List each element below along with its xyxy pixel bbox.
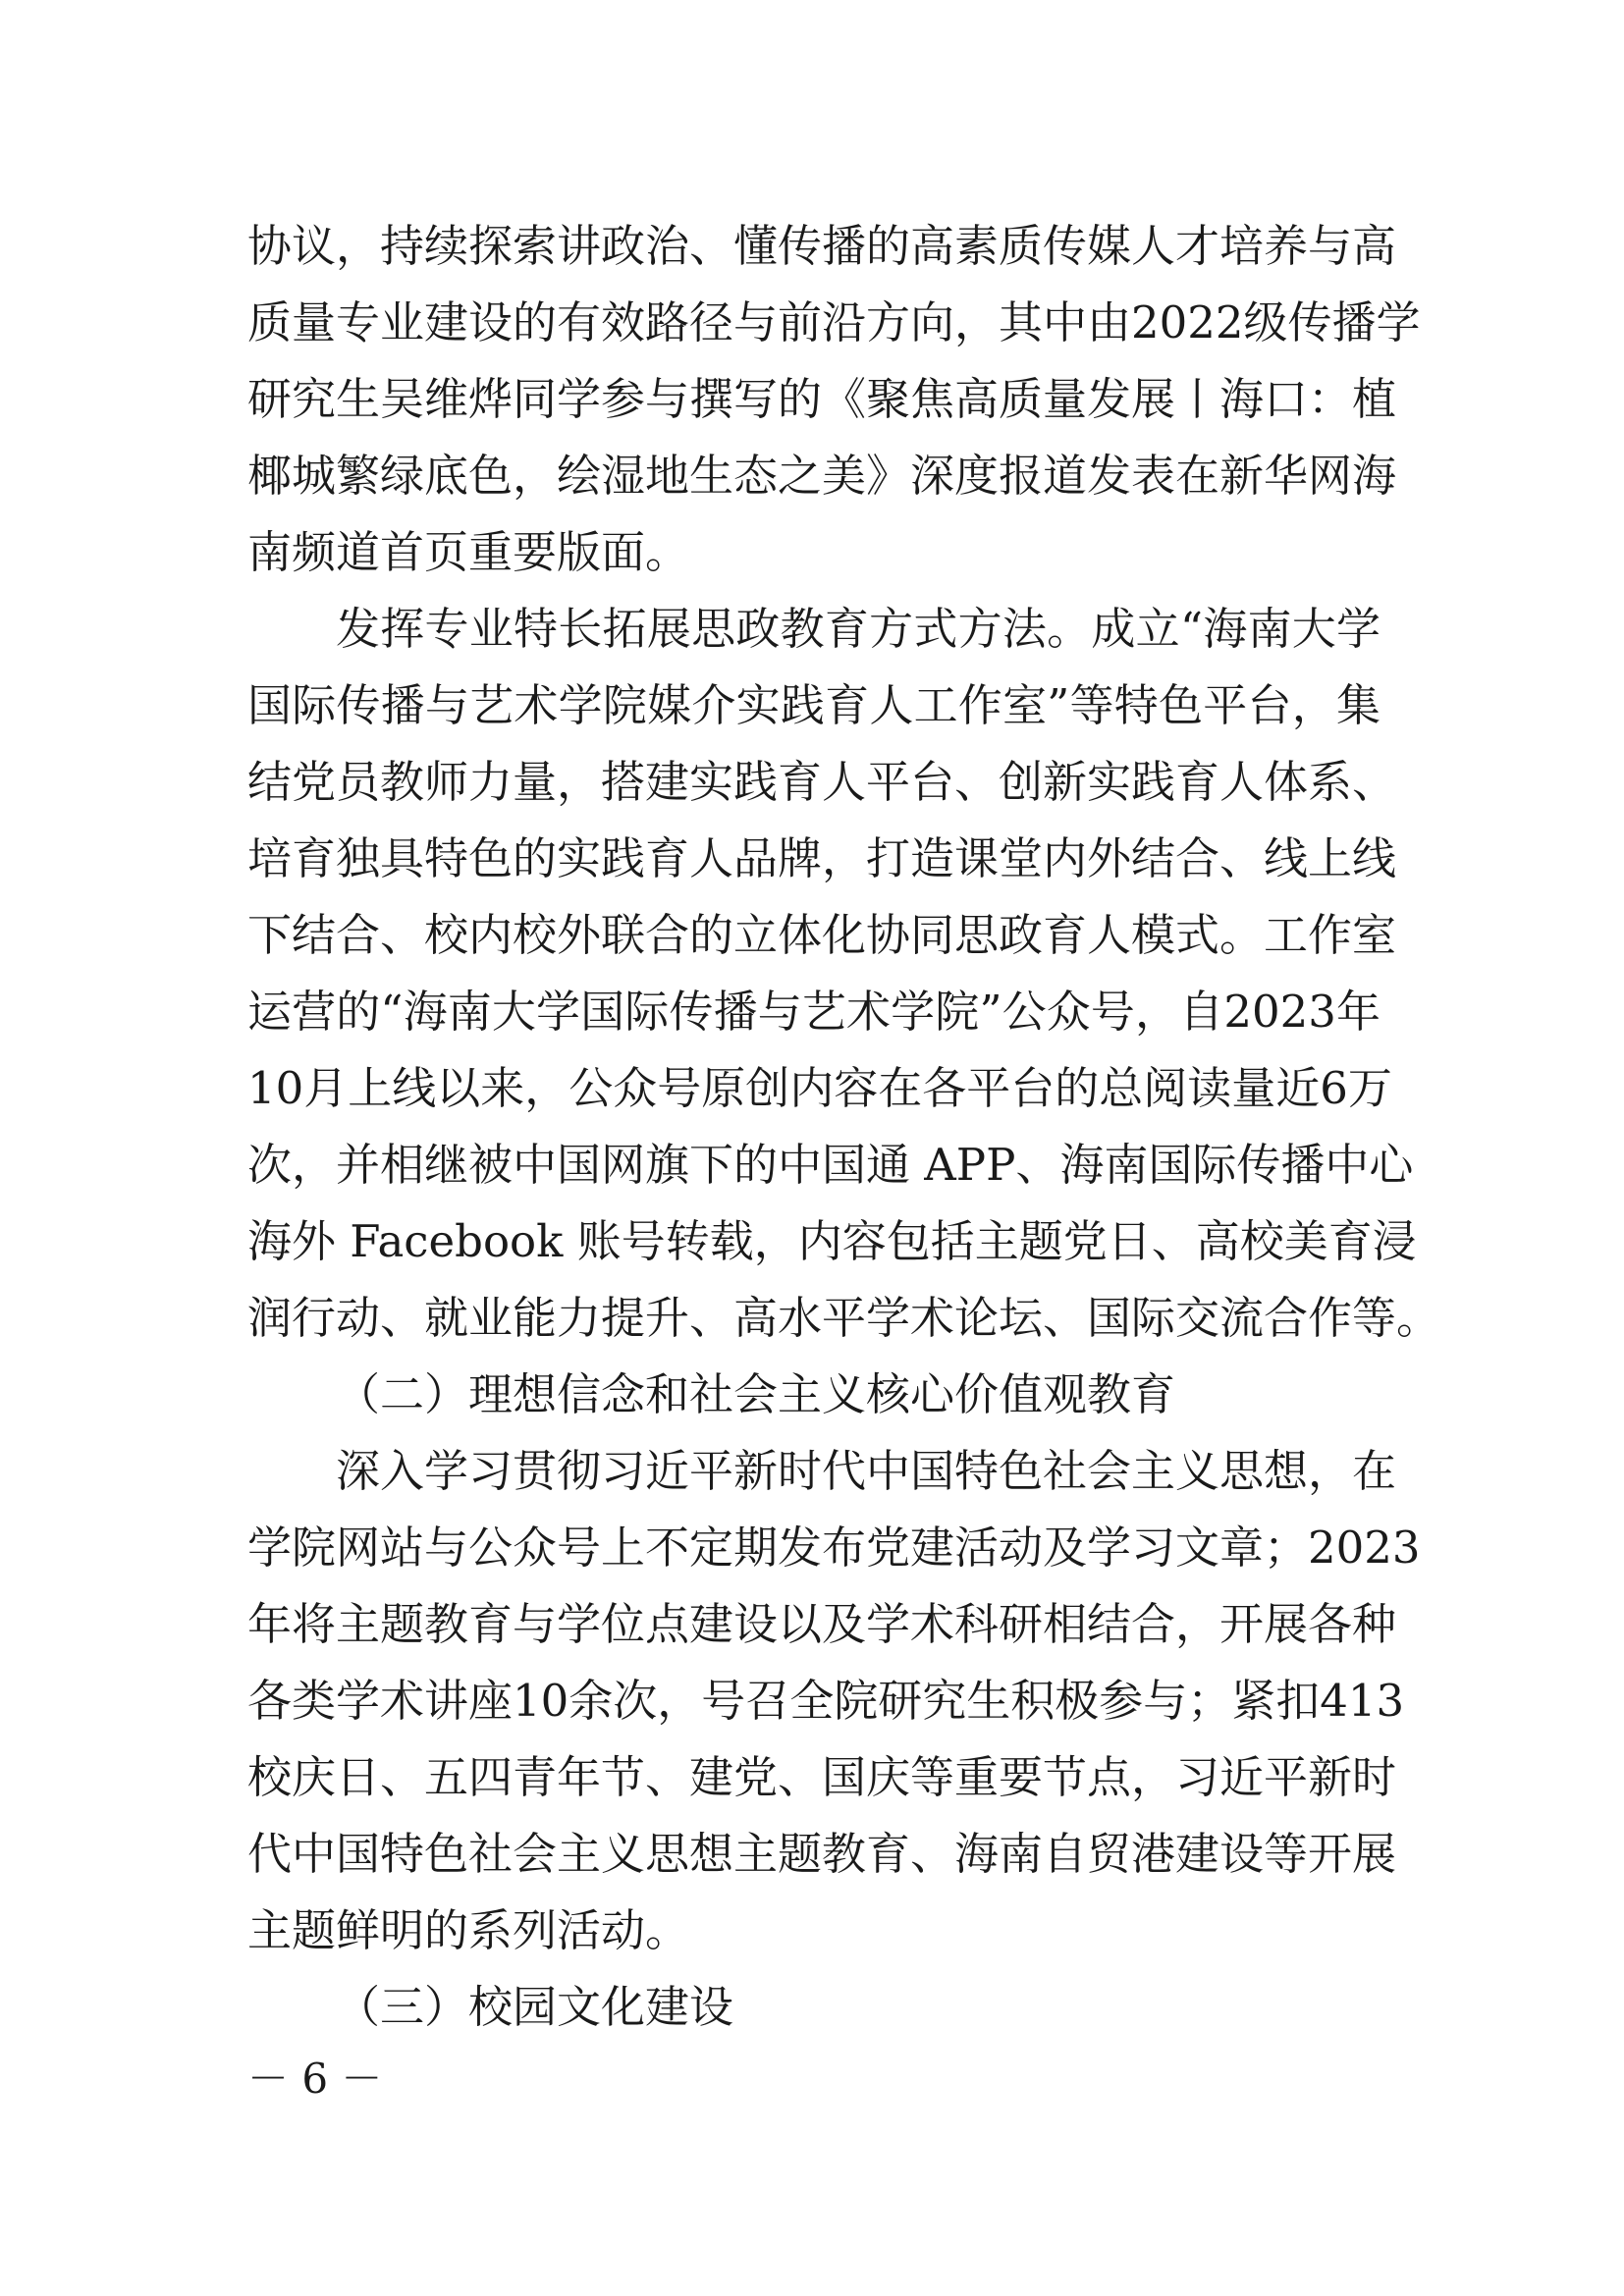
page-number: － 6 － [247, 2055, 383, 2103]
paragraph-2-line-4: 培育独具特色的实践育人品牌，打造课堂内外结合、线上线 [247, 832, 1397, 884]
section-heading-3: （三）校园文化建设 [336, 1981, 734, 2033]
paragraph-2-line-1: 发挥专业特长拓展思政教育方式方法。成立“海南大学 [336, 603, 1380, 655]
paragraph-2-line-8: 次，并相继被中国网旗下的中国通 APP、海南国际传播中心 [247, 1139, 1414, 1191]
paragraph-3-line-5: 校庆日、五四青年节、建党、国庆等重要节点，习近平新时 [247, 1751, 1397, 1803]
paragraph-2-line-10: 润行动、就业能力提升、高水平学术论坛、国际交流合作等。 [247, 1292, 1441, 1344]
paragraph-2-line-5: 下结合、校内校外联合的立体化协同思政育人模式。工作室 [247, 909, 1397, 961]
paragraph-2-line-3: 结党员教师力量，搭建实践育人平台、创新实践育人体系、 [247, 756, 1397, 808]
paragraph-1-line-4: 椰城繁绿底色，绘湿地生态之美》深度报道发表在新华网海 [247, 450, 1397, 502]
paragraph-3-line-4: 各类学术讲座10余次，号召全院研究生积极参与；紧扣413 [247, 1675, 1405, 1727]
paragraph-3-line-1: 深入学习贯彻习近平新时代中国特色社会主义思想，在 [336, 1445, 1397, 1497]
paragraph-3-line-3: 年将主题教育与学位点建设以及学术科研相结合，开展各种 [247, 1598, 1397, 1650]
paragraph-3-line-2: 学院网站与公众号上不定期发布党建活动及学习文章；2023 [247, 1522, 1421, 1574]
paragraph-3-line-6: 代中国特色社会主义思想主题教育、海南自贸港建设等开展 [247, 1828, 1397, 1880]
paragraph-2-line-9: 海外 Facebook 账号转载，内容包括主题党日、高校美育浸 [247, 1215, 1417, 1267]
paragraph-2-line-7: 10月上线以来，公众号原创内容在各平台的总阅读量近6万 [247, 1062, 1392, 1114]
paragraph-3-line-7: 主题鲜明的系列活动。 [247, 1904, 690, 1956]
paragraph-1-line-5: 南频道首页重要版面。 [247, 526, 690, 578]
paragraph-2-line-6: 运营的“海南大学国际传播与艺术学院”公众号，自2023年 [247, 986, 1380, 1038]
paragraph-1-line-2: 质量专业建设的有效路径与前沿方向，其中由2022级传播学 [247, 296, 1421, 348]
paragraph-2-line-2: 国际传播与艺术学院媒介实践育人工作室”等特色平台，集 [247, 679, 1380, 731]
section-heading-2: （二）理想信念和社会主义核心价值观教育 [336, 1368, 1176, 1420]
paragraph-1-line-3: 研究生吴维烨同学参与撰写的《聚焦高质量发展丨海口：植 [247, 373, 1397, 425]
paragraph-1-line-1: 协议，持续探索讲政治、懂传播的高素质传媒人才培养与高 [247, 220, 1397, 272]
